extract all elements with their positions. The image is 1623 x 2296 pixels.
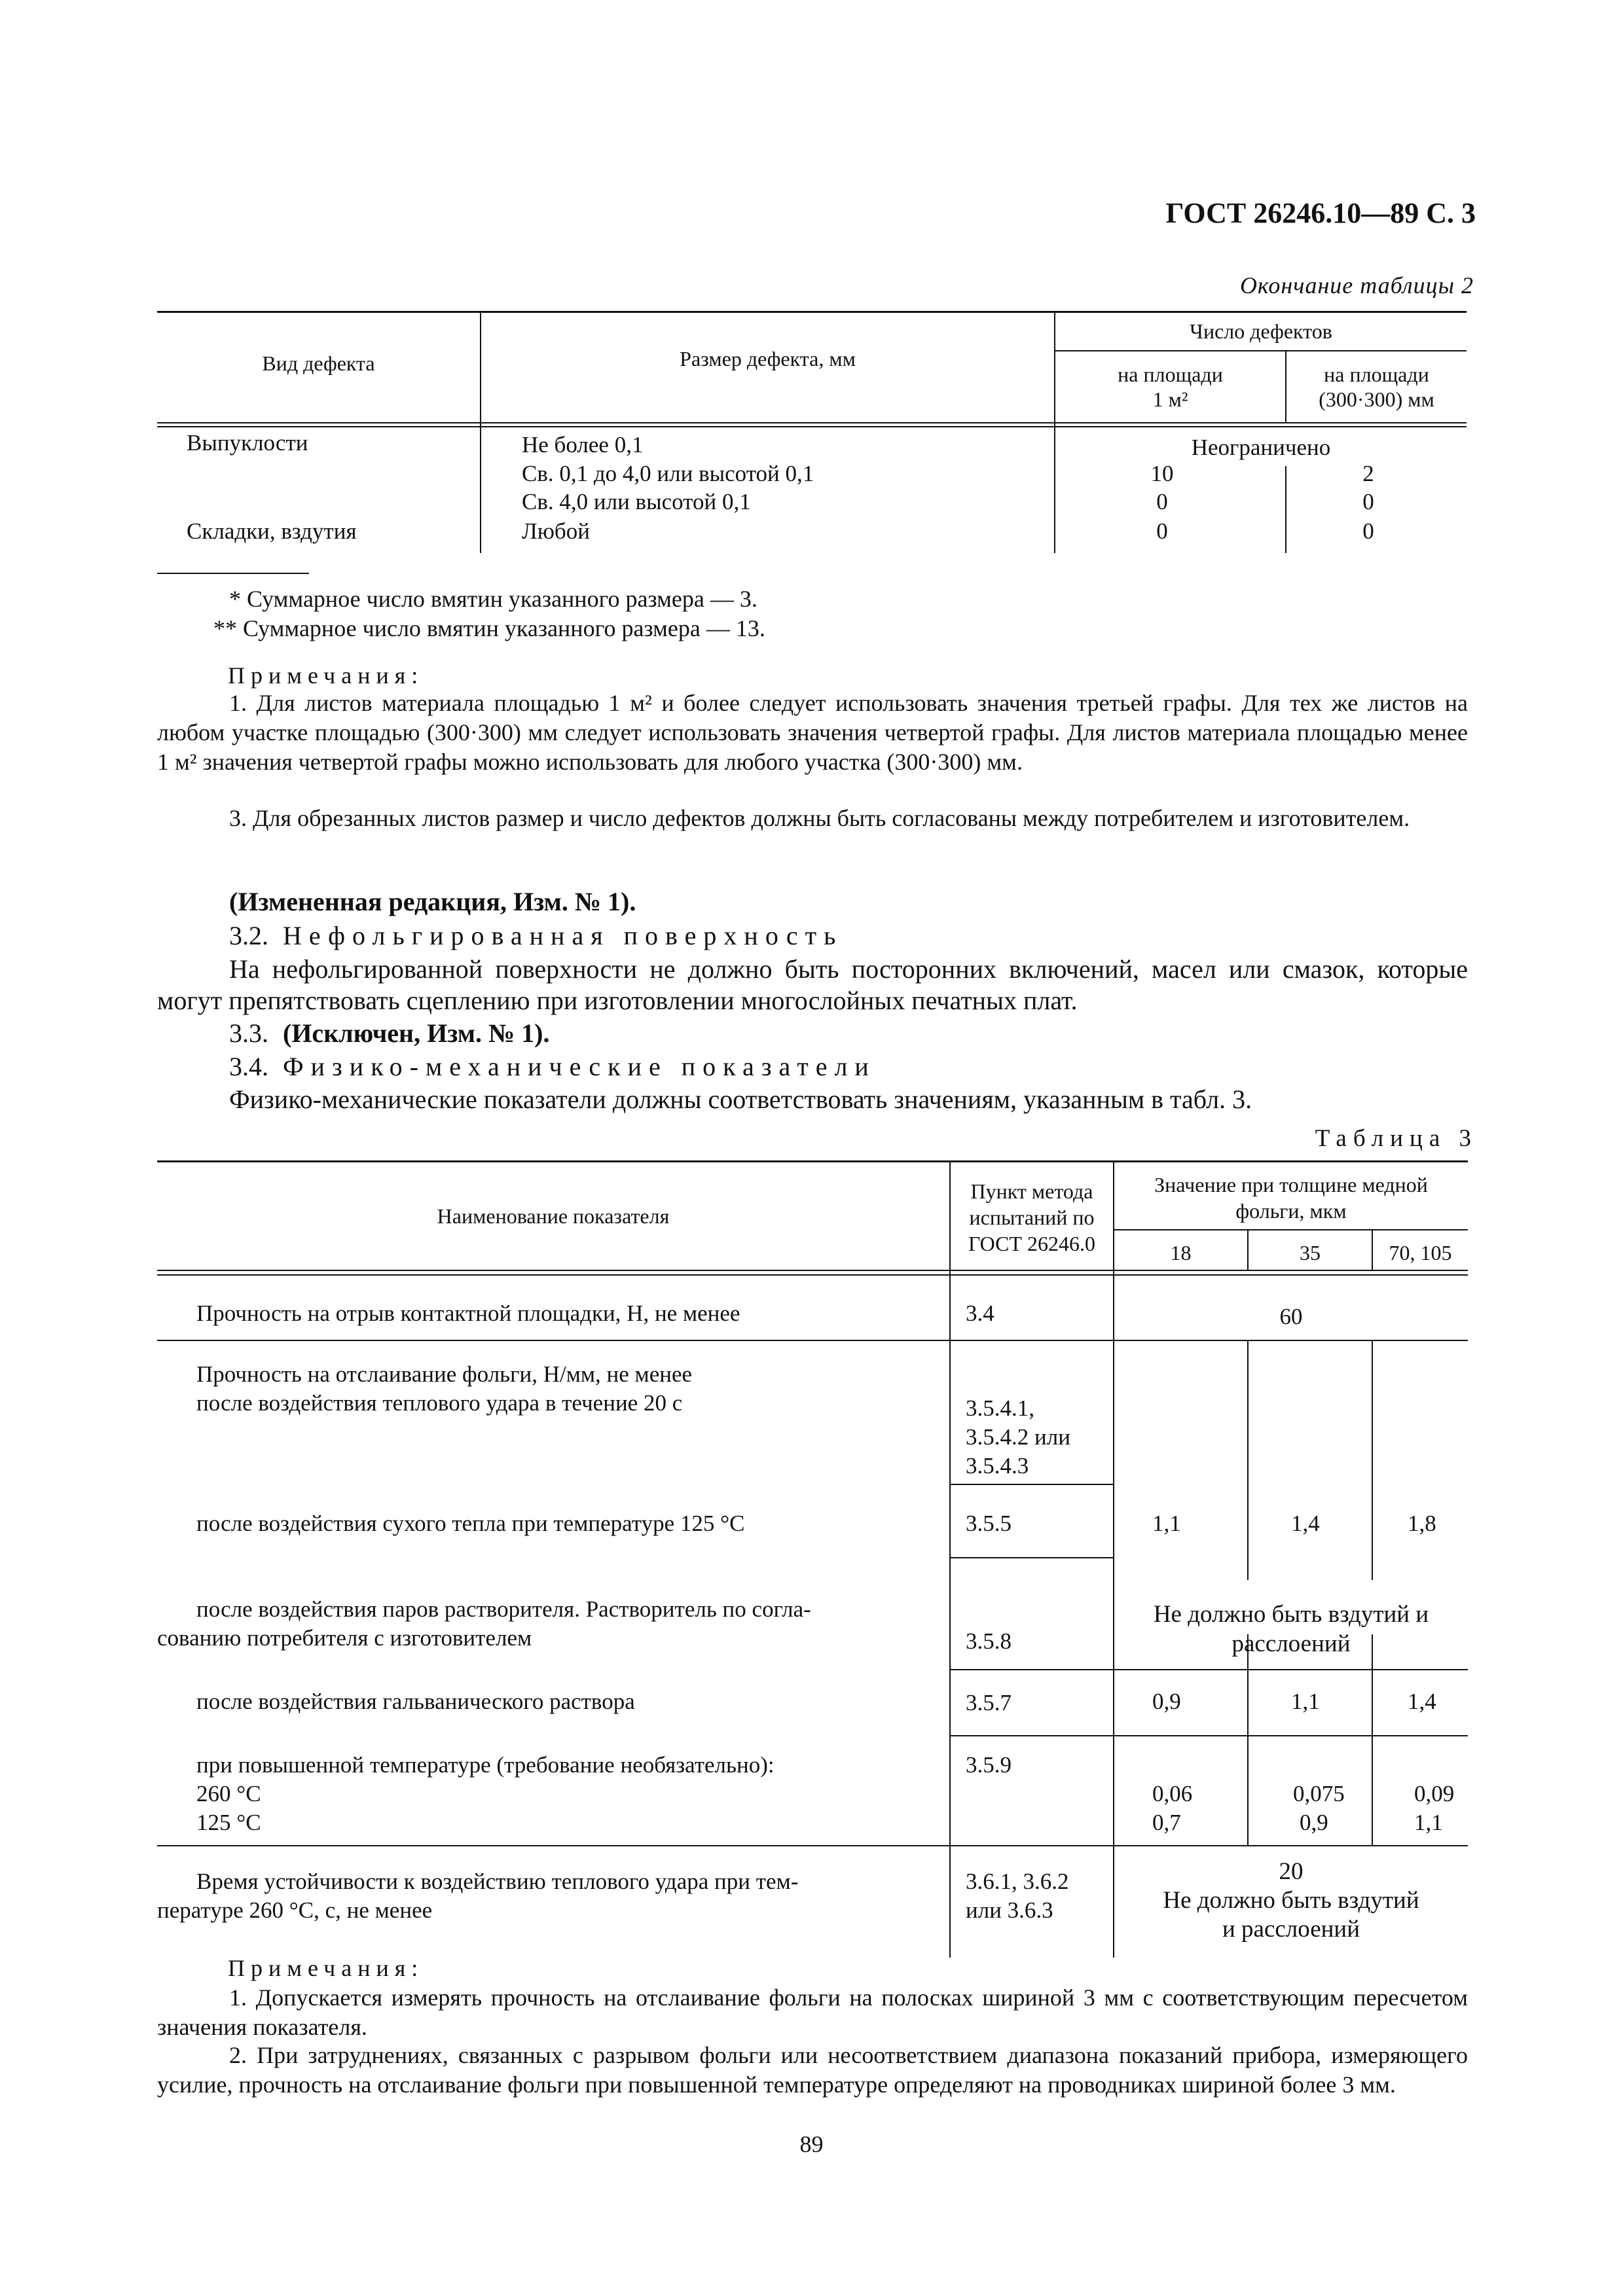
table3-row-name: Прочность на отрыв контактной площадки, Н, не менее <box>196 1300 740 1326</box>
table3-row-method: 3.6.1, 3.6.2 <box>966 1869 1069 1894</box>
table3-row-value: и расслоений <box>1222 1916 1360 1943</box>
table2-header-defect-type: Вид дефекта <box>262 351 375 375</box>
table3-header-value: фольги, мкм <box>1235 1199 1347 1223</box>
table2-row-size: Не более 0,1 <box>522 432 644 457</box>
table3-row-value: 60 <box>1279 1304 1303 1329</box>
table2-row-value-a: 0 <box>1156 489 1168 514</box>
section-3-2-text: На нефольгированной поверхности не должно быть посторонних включений, масел или смазок, которые могут препятствовать сцеплению при изготовлении многослойных печатных плат. <box>157 954 1468 1015</box>
notes1-title: Примечания: <box>228 662 424 689</box>
table3-col-line <box>1372 1634 1373 1845</box>
table3-row-name: после воздействия сухого тепла при температуре 125 °С <box>196 1511 745 1536</box>
table3-row-value-70: 0,09 <box>1414 1781 1455 1806</box>
table3-header-thickness-70: 70, 105 <box>1389 1241 1452 1265</box>
table3-row-name: после воздействия теплового удара в течение 20 с <box>196 1390 683 1416</box>
table3-row-name: после воздействия гальванического раствора <box>196 1689 635 1714</box>
section-3-2-title: Нефольгированная поверхность <box>283 921 843 950</box>
table3-header-rule <box>157 1270 1468 1271</box>
table2-row-merged-value: Неограничено <box>1191 435 1331 460</box>
table3-row-name: Прочность на отслаивание фольги, Н/мм, не менее <box>196 1361 693 1387</box>
table3-header-method: Пункт метода <box>970 1179 1093 1203</box>
table3-col-line <box>1113 1160 1114 1958</box>
table2-header-rule2 <box>157 426 1467 427</box>
table3-col-line <box>1247 1634 1249 1845</box>
table3-row-value-70: 1,8 <box>1408 1511 1436 1536</box>
table3-row-line <box>949 1484 1113 1485</box>
table2-row-size: Св. 4,0 или высотой 0,1 <box>522 489 751 514</box>
table2-top-rule <box>157 311 1467 313</box>
table3-header-thickness-35: 35 <box>1300 1241 1321 1265</box>
table3-row-value: Не должно быть вздутий и <box>1153 1601 1429 1628</box>
table2-header-area2-unit: (300·300) мм <box>1319 387 1434 411</box>
table3-col-line <box>949 1160 951 1958</box>
table3-col-line <box>1372 1341 1373 1580</box>
table3-header-method: ГОСТ 26246.0 <box>968 1232 1096 1255</box>
table3-row-value: Не должно быть вздутий <box>1163 1887 1419 1914</box>
footnote: ** Суммарное число вмятин указанного размера — 13. <box>213 615 765 641</box>
footnote-rule <box>157 573 309 574</box>
table2-row-type: Складки, вздутия <box>187 518 357 544</box>
notes2-item: 2. При затруднениях, связанных с разрывом фольги или несоответствием диапазона показаний прибора, измеряющего усилие, прочность на отслаивание фольги при повышенной температуре определяют на проводниках шириной более 3 мм. <box>157 2042 1468 2098</box>
table3-row-name: при повышенной температуре (требование необязательно): <box>196 1752 775 1778</box>
table2-row-value-b: 2 <box>1362 461 1374 486</box>
table2-row-value-a: 10 <box>1150 461 1174 486</box>
table3-row-name: 125 °С <box>196 1810 261 1835</box>
table3-row-name: сованию потребителя с изготовителем <box>157 1625 532 1651</box>
table3-row-value-18: 0,9 <box>1152 1689 1181 1714</box>
page-number: 89 <box>799 2131 824 2157</box>
section-3-4-text: Физико-механические показатели должны соответствовать значениям, указанным в табл. 3. <box>229 1085 1252 1114</box>
table3-header-method: испытаний по <box>969 1206 1095 1229</box>
table3-row-method: 3.5.5 <box>966 1511 1012 1536</box>
section-3-4-title: Физико-механические показатели <box>283 1052 876 1081</box>
table3-row-line <box>949 1735 1468 1736</box>
table2-header-defect-size: Размер дефекта, мм <box>680 347 856 370</box>
section-3-2-number: 3.2. <box>229 921 268 950</box>
notes1-item: 1. Для листов материала площадью 1 м² и более следует использовать значения третьей графы. Для тех же листов на любом участке площадью (300·300) мм следует использовать значения четвертой графы. Для листов материала площадью менее 1 м² значения четвертой графы можно использовать для любого участка (300·300) мм. <box>157 690 1468 775</box>
table3-row-name: пературе 260 °С, с, не менее <box>157 1897 433 1923</box>
section-3-3-text: (Исключен, Изм. № 1). <box>283 1018 550 1048</box>
table2-header-rule <box>157 422 1467 423</box>
table3-row-value: расслоений <box>1231 1630 1351 1657</box>
section-3-3-number: 3.3. <box>229 1018 268 1048</box>
table3-row-method: 3.5.8 <box>966 1628 1012 1654</box>
table3-row-line <box>157 1845 1468 1846</box>
table3-row-method: 3.5.4.2 или <box>966 1424 1070 1450</box>
table2-header-area2: на площади <box>1324 363 1429 386</box>
page-header: ГОСТ 26246.10—89 С. 3 <box>1165 197 1476 229</box>
table3-row-name: после воздействия паров растворителя. Растворитель по согла- <box>196 1596 811 1622</box>
table2-row-value-b: 0 <box>1362 518 1374 544</box>
table3-row-line <box>949 1557 1113 1558</box>
amended-note: (Измененная редакция, Изм. № 1). <box>229 887 636 916</box>
table3-col-line <box>1247 1341 1249 1580</box>
table3-row-line <box>949 1669 1468 1670</box>
table3-header-rule2 <box>157 1274 1468 1276</box>
table2-header-area1-unit: 1 м² <box>1152 387 1188 411</box>
table2-row-value-b: 0 <box>1362 489 1374 514</box>
table3-row-value-18: 0,7 <box>1152 1810 1181 1835</box>
table2-caption: Окончание таблицы 2 <box>1239 272 1474 298</box>
table3-row-value: 20 <box>1279 1858 1304 1885</box>
table2-subheader-line <box>1054 350 1467 351</box>
table3-row-method: 3.5.9 <box>966 1752 1012 1778</box>
table3-row-method: 3.5.4.3 <box>966 1453 1029 1479</box>
table3-row-method: 3.5.7 <box>966 1690 1012 1715</box>
table3-top-rule <box>157 1160 1468 1162</box>
table3-row-name: 260 °С <box>196 1781 261 1806</box>
table3-row-line <box>157 1340 1468 1341</box>
table3-row-name: Время устойчивости к воздействию теплового удара при тем- <box>196 1869 799 1894</box>
table3-row-value-70: 1,4 <box>1408 1689 1436 1714</box>
footnote: * Суммарное число вмятин указанного размера — 3. <box>229 586 757 612</box>
table3-header-name: Наименование показателя <box>437 1204 670 1228</box>
table3-row-value-70: 1,1 <box>1414 1810 1443 1835</box>
notes2-item: 1. Допускается измерять прочность на отслаивание фольги на полосках шириной 3 мм с соответствующим пересчетом значения показателя. <box>157 1984 1468 2040</box>
table2-header-area1: на площади <box>1118 363 1223 386</box>
table3-row-value-35: 1,1 <box>1291 1689 1320 1714</box>
notes2-title: Примечания: <box>228 1955 424 1981</box>
table2-row-value-a: 0 <box>1156 518 1168 544</box>
table2-row-size: Св. 0,1 до 4,0 или высотой 0,1 <box>522 461 814 486</box>
table2-row-size: Любой <box>522 518 590 544</box>
table3-row-method: или 3.6.3 <box>966 1897 1053 1923</box>
table3-row-value-35: 0,075 <box>1293 1781 1345 1806</box>
notes1-item: 3. Для обрезанных листов размер и число дефектов должны быть согласованы между потребителем и изготовителем. <box>229 805 1410 831</box>
table3-row-method: 3.4 <box>966 1300 994 1326</box>
table3-row-value-18: 1,1 <box>1152 1511 1181 1536</box>
table3-row-method: 3.5.4.1, <box>966 1395 1034 1421</box>
table3-header-value: Значение при толщине медной <box>1154 1173 1428 1196</box>
table3-row-value-35: 0,9 <box>1300 1810 1328 1835</box>
table3-subheader-line <box>1113 1229 1468 1230</box>
table3-row-value-35: 1,4 <box>1291 1511 1320 1536</box>
table3-row-value-18: 0,06 <box>1152 1781 1193 1806</box>
section-3-4-number: 3.4. <box>229 1052 268 1081</box>
table2-row-type: Выпуклости <box>187 430 308 456</box>
table3-caption: Таблица 3 <box>1315 1125 1478 1152</box>
table3-header-thickness-18: 18 <box>1170 1241 1192 1265</box>
table2-header-defect-count: Число дефектов <box>1190 319 1332 343</box>
